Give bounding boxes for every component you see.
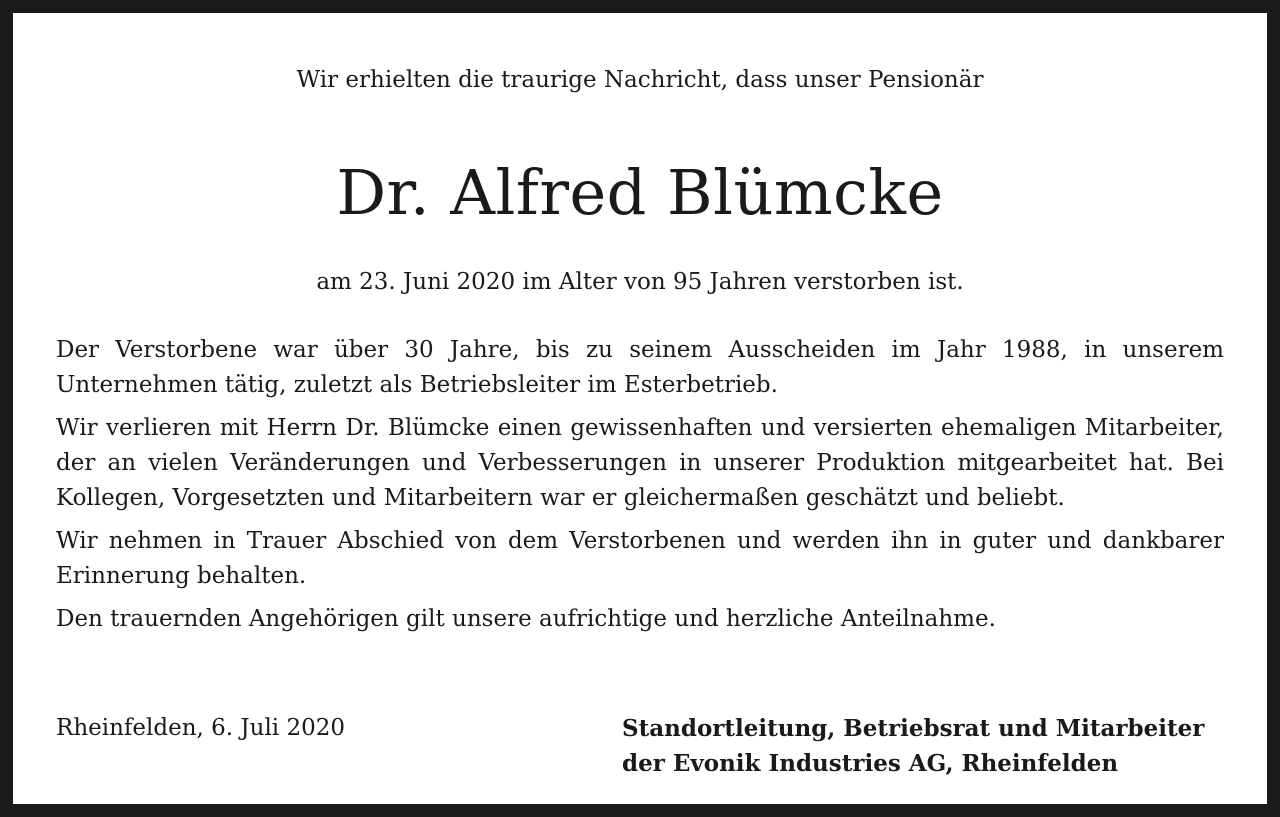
paragraph-career: Der Verstorbene war über 30 Jahre, bis zu seinem Ausscheiden im Jahr 1988, in unserem Unternehmen tätig, zuletzt als Betriebsleiter im Esterbetrieb. <box>56 337 1224 398</box>
notice-body <box>56 333 1224 645</box>
intro-line: Wir erhielten die traurige Nachricht, dass unser Pensionär <box>296 67 984 93</box>
paragraph-farewell: Wir nehmen in Trauer Abschied von dem Verstorbenen und werden ihn in guter und dankbarer Erinnerung behalten. <box>56 528 1224 589</box>
paragraph-tribute: Wir verlieren mit Herrn Dr. Blümcke einen gewissenhaften und versierten ehemaligen Mitarbeiter, der an vielen Veränderungen und Verbesserungen in unserer Produktion mitgearbeitet hat. Bei Kollegen, Vorgesetzten und Mitarbeitern war er gleichermaßen geschätzt und beliebt. <box>56 415 1224 511</box>
deceased-name: Dr. Alfred Blümcke <box>336 156 944 229</box>
signature-block <box>622 711 1204 781</box>
place-and-date: Rheinfelden, 6. Juli 2020 <box>56 715 346 741</box>
death-date-line: am 23. Juni 2020 im Alter von 95 Jahren verstorben ist. <box>316 269 964 295</box>
signature-line-1: Standortleitung, Betriebsrat und Mitarbeiter <box>622 715 1205 742</box>
signature-line-2: der Evonik Industries AG, Rheinfelden <box>622 750 1119 777</box>
paragraph-condolence: Den trauernden Angehörigen gilt unsere aufrichtige und herzliche Anteilnahme. <box>56 606 996 632</box>
